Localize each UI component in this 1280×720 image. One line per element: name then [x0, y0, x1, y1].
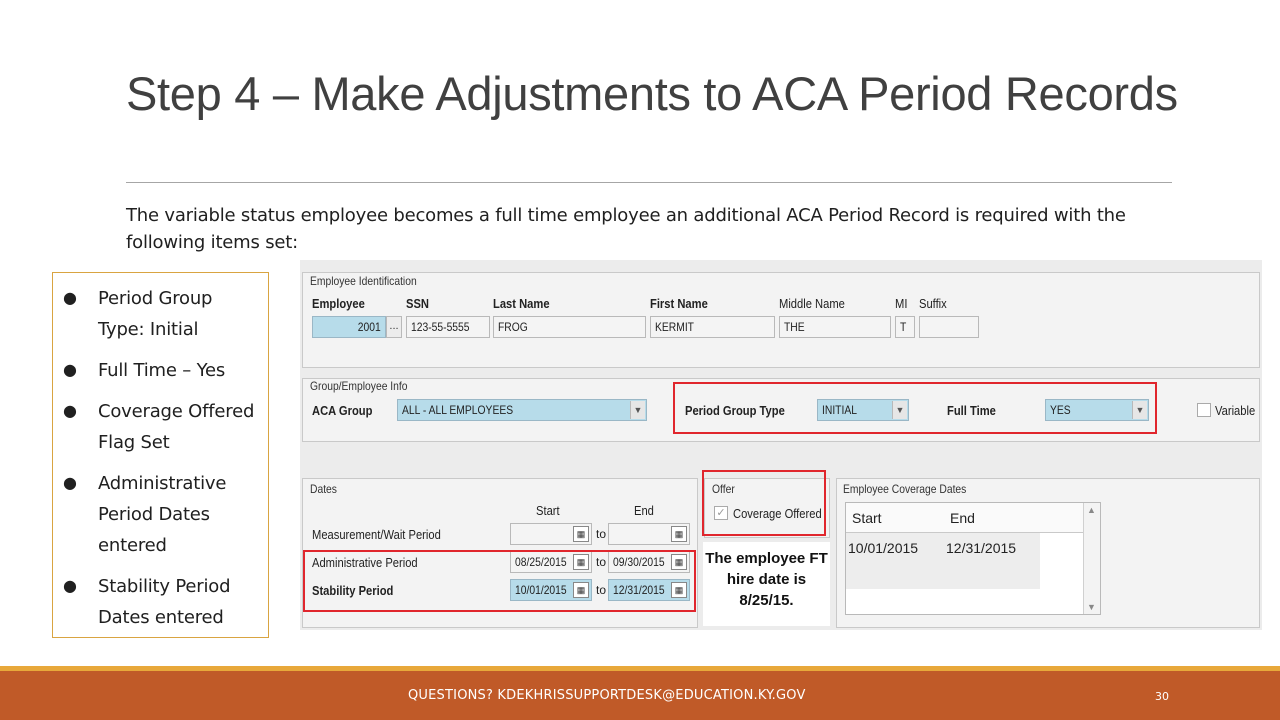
calendar-icon[interactable]: ▦	[573, 526, 589, 542]
bullet-item	[61, 468, 260, 561]
period-group-type-select[interactable]: INITIAL ▼	[817, 399, 909, 421]
full-time-select[interactable]: YES ▼	[1045, 399, 1149, 421]
title-divider	[126, 182, 1172, 183]
offer-highlight	[702, 470, 826, 536]
period-group-type-label: Period Group Type	[685, 403, 785, 418]
bullet-text: Full Time – Yes	[98, 360, 226, 381]
full-time-label: Full Time	[947, 403, 996, 418]
bullet-text: Coverage Offered Flag Set	[98, 401, 255, 453]
aca-group-select[interactable]: ALL - ALL EMPLOYEES ▼	[397, 399, 647, 421]
scroll-down-icon[interactable]: ▼	[1087, 602, 1096, 612]
bullet-item	[61, 396, 260, 458]
last-name-field[interactable]: FROG	[493, 316, 646, 338]
aca-group-label: ACA Group	[312, 403, 373, 418]
chevron-down-icon[interactable]: ▼	[1132, 401, 1147, 419]
stability-period-label: Stability Period	[312, 583, 394, 598]
calendar-icon[interactable]: ▦	[671, 526, 687, 542]
offer-label: Offer	[712, 482, 735, 496]
administrative-start-field[interactable]: 08/25/2015 ▦	[510, 551, 592, 573]
footer-contact: QUESTIONS? KDEKHRISSUPPORTDESK@EDUCATION.KY.GOV	[408, 688, 806, 703]
mi-field[interactable]: T	[895, 316, 915, 338]
aca-period-form-screenshot	[300, 260, 1262, 630]
calendar-icon[interactable]: ▦	[573, 582, 589, 598]
measurement-end-field[interactable]	[608, 523, 690, 545]
group-employee-info-label: Group/Employee Info	[310, 379, 408, 393]
dates-end-header: End	[634, 503, 654, 518]
bullet-text: Stability Period Dates entered	[98, 576, 231, 628]
ssn-header: SSN	[406, 296, 429, 311]
coverage-start-header: Start	[852, 510, 882, 526]
coverage-table-scrollbar[interactable]	[1083, 503, 1100, 614]
stability-start-field[interactable]: 10/01/2015 ▦	[510, 579, 592, 601]
first-name-header: First Name	[650, 296, 708, 311]
employee-identification-label: Employee Identification	[310, 274, 417, 288]
mi-header: MI	[895, 296, 908, 311]
bullet-icon: ●	[63, 288, 77, 307]
slide-title: Step 4 – Make Adjustments to ACA Period Records	[126, 67, 1178, 120]
ssn-field[interactable]: 123-55-5555	[406, 316, 490, 338]
bullet-icon: ●	[63, 401, 77, 420]
variable-label: Variable	[1215, 403, 1256, 418]
bullet-text: Administrative Period Dates entered	[98, 473, 227, 556]
intro-text: The variable status employee becomes a full time employee an additional ACA Period Record is required with the following items set:	[126, 205, 1126, 253]
calendar-icon[interactable]: ▦	[671, 554, 687, 570]
bullet-icon: ●	[63, 360, 77, 379]
dates-label: Dates	[310, 482, 337, 496]
suffix-field[interactable]	[919, 316, 979, 338]
bullet-item	[61, 283, 260, 345]
hire-date-note: The employee FT hire date is 8/25/15.	[703, 542, 830, 626]
coverage-start-cell: 10/01/2015	[848, 540, 919, 556]
requirements-list	[52, 272, 269, 638]
to-label: to	[596, 583, 607, 597]
dates-highlight	[303, 550, 696, 612]
measurement-period-label: Measurement/Wait Period	[312, 527, 441, 542]
calendar-icon[interactable]: ▦	[671, 582, 687, 598]
suffix-header: Suffix	[919, 296, 947, 311]
middle-name-header: Middle Name	[779, 296, 845, 311]
bullet-text: Period Group Type: Initial	[98, 288, 213, 340]
bullet-icon: ●	[63, 576, 77, 595]
measurement-start-field[interactable]	[510, 523, 592, 545]
page-number: 30	[1155, 690, 1169, 703]
period-fulltime-highlight	[673, 382, 1157, 434]
first-name-field[interactable]: KERMIT	[650, 316, 775, 338]
coverage-dates-table	[845, 502, 1101, 615]
employee-coverage-dates-label: Employee Coverage Dates	[843, 482, 967, 496]
calendar-icon[interactable]: ▦	[573, 554, 589, 570]
employee-header: Employee	[312, 296, 365, 311]
coverage-end-cell: 12/31/2015	[946, 540, 1017, 556]
employee-lookup-button[interactable]: ...	[386, 316, 402, 338]
stability-end-field[interactable]: 12/31/2015 ▦	[608, 579, 690, 601]
bullet-item	[61, 355, 260, 386]
scroll-up-icon[interactable]: ▲	[1087, 505, 1096, 515]
administrative-end-field[interactable]: 09/30/2015 ▦	[608, 551, 690, 573]
middle-name-field[interactable]: THE	[779, 316, 891, 338]
to-label: to	[596, 527, 607, 541]
administrative-period-label: Administrative Period	[312, 555, 418, 570]
coverage-offered-checkbox[interactable]: ✓	[714, 506, 728, 520]
bullet-item	[61, 571, 260, 633]
employee-id-field[interactable]: 2001	[312, 316, 386, 338]
chevron-down-icon[interactable]: ▼	[892, 401, 907, 419]
bullet-icon: ●	[63, 473, 77, 492]
to-label: to	[596, 555, 607, 569]
coverage-offered-label: Coverage Offered	[733, 506, 822, 521]
variable-checkbox[interactable]	[1197, 403, 1211, 417]
coverage-end-header: End	[950, 510, 975, 526]
last-name-header: Last Name	[493, 296, 550, 311]
chevron-down-icon[interactable]: ▼	[630, 401, 645, 419]
dates-start-header: Start	[536, 503, 560, 518]
